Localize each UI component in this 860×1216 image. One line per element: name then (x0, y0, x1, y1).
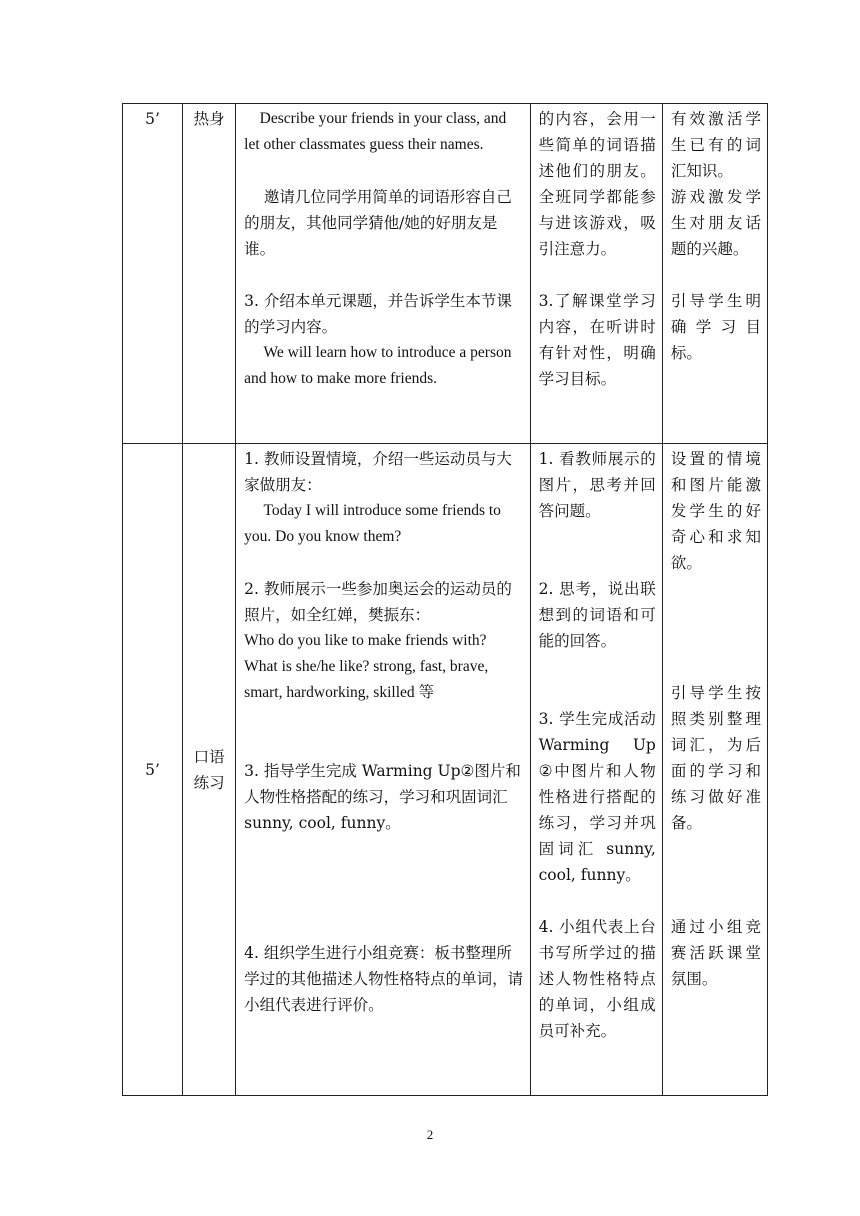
teacher-activity-text: 3. 指导学生完成 Warming Up②图片和人物性格搭配的练习，学习和巩固词汇 sunny, cool, funny。 (244, 762, 521, 832)
teacher-activity-cell (236, 444, 530, 1096)
student-activity-cell (530, 104, 662, 444)
stage-text: 热身 (193, 110, 225, 128)
student-activity-text: 3.了解课堂学习内容，在听讲时有针对性，明确学习目标。 (538, 292, 656, 388)
page-number: 2 (426, 1127, 434, 1142)
student-activity-cell (530, 444, 662, 1096)
student-activity-text: 4. 小组代表上台书写所学过的描述人物性格特点的单词，小组成员可补充。 (538, 918, 656, 1040)
teacher-activity-cell (236, 104, 530, 444)
teacher-activity-text: Today I will introduce some friends to you. Do you know them? (244, 502, 505, 545)
stage-text: 口语练习 (193, 747, 225, 792)
purpose-text: 引导学生按照类别整理词汇，为后面的学习和练习做好准备。 (670, 684, 761, 832)
teacher-activity-text: 3. 介绍本单元课题，并告诉学生本节课的学习内容。 (244, 292, 512, 336)
teacher-activity-text: 1. 教师设置情境，介绍一些运动员与大家做朋友： (244, 450, 512, 494)
teacher-activity-text: Describe your friends in your class, and let other classmates guess their names. (244, 110, 511, 153)
table-row (123, 104, 768, 444)
teacher-activity-text: 邀请几位同学用简单的词语形容自己的朋友，其他同学猜他/她的好朋友是谁。 (244, 188, 512, 258)
time-cell (123, 104, 183, 444)
time-text: 5’ (145, 110, 160, 128)
time-text: 5’ (145, 760, 160, 779)
teacher-activity-text: We will learn how to introduce a person and how to make more friends. (244, 344, 516, 387)
purpose-text: 设置的情境和图片能激发学生的好奇心和求知欲。 (670, 450, 761, 572)
teacher-activity-text: 2. 教师展示一些参加奥运会的运动员的照片，如全红婵，樊振东： (244, 580, 512, 624)
student-activity-text: 的内容，会用一些简单的词语描述他们的朋友。全班同学都能参与进该游戏，吸引注意力。 (538, 110, 656, 258)
student-activity-text: 3. 学生完成活动 Warming Up ②中图片和人物性格进行搭配的练习，学习并巩固词汇 sunny, cool, funny。 (538, 710, 661, 884)
time-cell (123, 444, 183, 1096)
purpose-text: 游戏激发学生对朋友话题的兴趣。 (670, 188, 761, 258)
teacher-activity-text: 4. 组织学生进行小组竞赛：板书整理所学过的其他描述人物性格特点的单词，请小组代表进行评价。 (244, 944, 524, 1014)
stage-cell (183, 104, 236, 444)
teacher-activity-text: Who do you like to make friends with? What is she/he like? strong, fast, brave, smart, hardworking, skilled 等 (244, 632, 493, 701)
purpose-cell (662, 444, 767, 1096)
student-activity-text: 1. 看教师展示的图片，思考并回答问题。 (538, 450, 656, 520)
purpose-text: 有效激活学生已有的词汇知识。 (670, 110, 761, 180)
student-activity-text: 2. 思考，说出联想到的词语和可能的回答。 (538, 580, 656, 650)
purpose-cell (662, 104, 767, 444)
lesson-plan-table (122, 103, 768, 1096)
table-row (123, 444, 768, 1096)
stage-cell (183, 444, 236, 1096)
purpose-text: 通过小组竞赛活跃课堂氛围。 (670, 918, 761, 988)
purpose-text: 引导学生明确学习目标。 (670, 292, 761, 362)
